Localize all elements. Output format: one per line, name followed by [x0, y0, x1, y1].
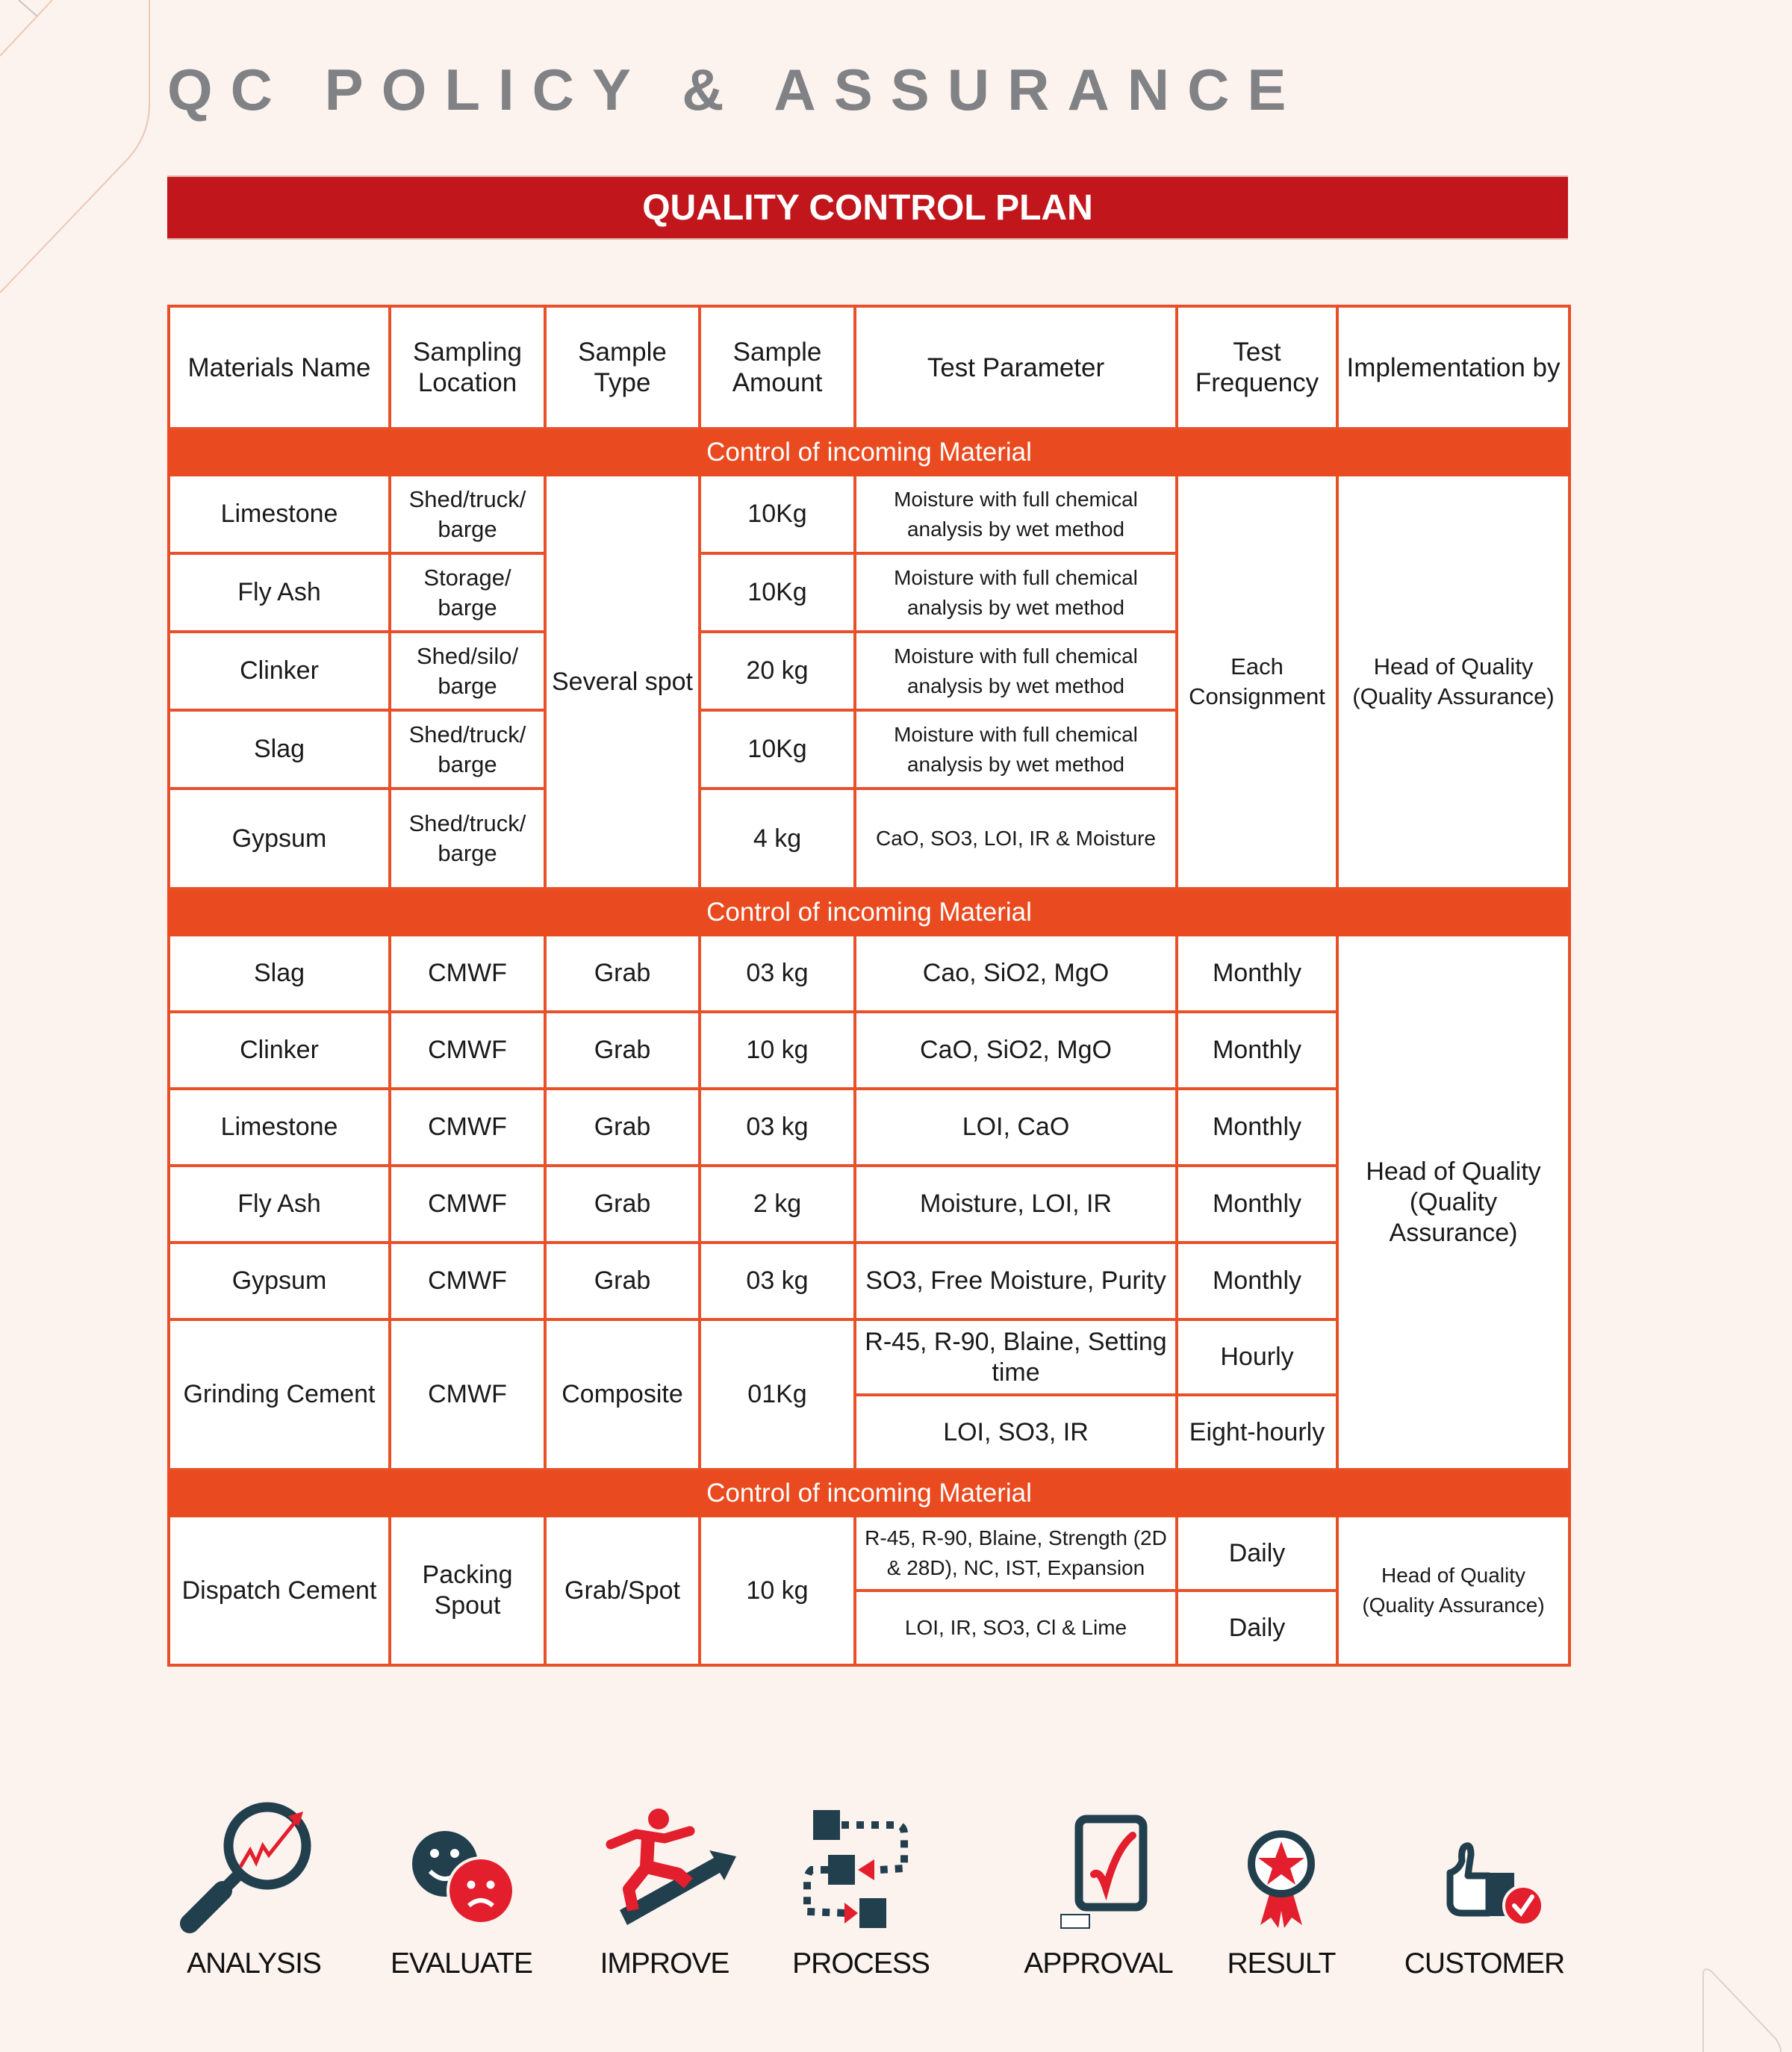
parameter-cell: Moisture with full chemical analysis by wet method — [855, 632, 1177, 710]
material-cell: Limestone — [169, 475, 390, 553]
amount-cell: 03 kg — [700, 935, 855, 1012]
icon-item-process — [764, 1792, 958, 1980]
amount-cell: 03 kg — [700, 1089, 855, 1166]
location-cell: CMWF — [390, 1012, 545, 1089]
material-cell: Dispatch Cement — [169, 1516, 390, 1665]
section-band-label: Control of incoming Material — [169, 889, 1569, 935]
parameter-cell: LOI, CaO — [855, 1089, 1177, 1166]
icon-label: CUSTOMER — [1404, 1947, 1565, 1980]
sample-type-cell: Grab — [545, 935, 700, 1012]
parameter-cell: R-45, R-90, Blaine, Strength (2D & 28D), NC, IST, Expansion — [855, 1516, 1177, 1591]
amount-cell: 03 kg — [700, 1243, 855, 1319]
sample-type-cell: Grab/Spot — [545, 1516, 700, 1665]
parameter-cell: Moisture with full chemical analysis by wet method — [855, 475, 1177, 553]
process-icon — [786, 1792, 936, 1941]
frequency-cell: Eight-hourly — [1177, 1395, 1337, 1470]
location-cell: Storage/ barge — [390, 553, 545, 632]
icon-label: ANALYSIS — [187, 1947, 321, 1980]
table-header-row — [169, 306, 1569, 429]
amount-cell: 10 kg — [700, 1012, 855, 1089]
amount-cell: 20 kg — [700, 632, 855, 710]
analysis-icon — [179, 1792, 329, 1941]
amount-cell: 10Kg — [700, 475, 855, 553]
result-icon — [1207, 1792, 1356, 1941]
sample-type-cell: Grab — [545, 1166, 700, 1243]
location-cell: Shed/truck/ barge — [390, 789, 545, 889]
frequency-cell: Daily — [1177, 1516, 1337, 1591]
location-cell: CMWF — [390, 1166, 545, 1243]
implementation-cell: Head of Quality (Quality Assurance) — [1337, 935, 1569, 1470]
icon-item-customer — [1387, 1792, 1581, 1980]
location-cell: CMWF — [390, 1319, 545, 1470]
sample-type-cell: Grab — [545, 1243, 700, 1319]
amount-cell: 01Kg — [700, 1319, 855, 1470]
parameter-cell: Moisture, LOI, IR — [855, 1166, 1177, 1243]
frequency-cell: Each Consignment — [1177, 475, 1337, 889]
improve-icon — [590, 1792, 739, 1941]
frequency-cell: Monthly — [1177, 1089, 1337, 1166]
icon-label: APPROVAL — [1024, 1947, 1173, 1980]
table-row — [169, 1516, 1569, 1591]
material-cell: Clinker — [169, 632, 390, 710]
icon-item-approval — [1001, 1792, 1195, 1980]
material-cell: Slag — [169, 710, 390, 789]
section-band — [169, 889, 1569, 935]
location-cell: Packing Spout — [390, 1516, 545, 1665]
amount-cell: 10Kg — [700, 710, 855, 789]
parameter-cell: LOI, IR, SO3, Cl & Lime — [855, 1591, 1177, 1665]
icon-label: RESULT — [1227, 1947, 1336, 1980]
material-cell: Fly Ash — [169, 553, 390, 632]
column-header-material: Materials Name — [169, 306, 390, 429]
location-cell: Shed/truck/ barge — [390, 710, 545, 789]
section-band-label: Control of incoming Material — [169, 429, 1569, 475]
location-cell: CMWF — [390, 935, 545, 1012]
material-cell: Limestone — [169, 1089, 390, 1166]
parameter-cell: R-45, R-90, Blaine, Setting time — [855, 1319, 1177, 1395]
material-cell: Fly Ash — [169, 1166, 390, 1243]
material-cell: Gypsum — [169, 1243, 390, 1319]
material-cell: Gypsum — [169, 789, 390, 889]
location-cell: Shed/truck/ barge — [390, 475, 545, 553]
sample-type-cell: Grab — [545, 1012, 700, 1089]
column-header-frequency: Test Frequency — [1177, 306, 1337, 429]
location-cell: CMWF — [390, 1243, 545, 1319]
icon-label: IMPROVE — [600, 1947, 729, 1980]
location-cell: Shed/silo/ barge — [390, 632, 545, 710]
sample-type-cell: Grab — [545, 1089, 700, 1166]
location-cell: CMWF — [390, 1089, 545, 1166]
amount-cell: 10Kg — [700, 553, 855, 632]
plan-banner-title: QUALITY CONTROL PLAN — [642, 187, 1093, 228]
customer-icon — [1410, 1792, 1559, 1941]
frequency-cell: Monthly — [1177, 1012, 1337, 1089]
section-band — [169, 1470, 1569, 1516]
sample-type-cell: Several spot — [545, 475, 700, 889]
frequency-cell: Monthly — [1177, 1166, 1337, 1243]
column-header-amount: Sample Amount — [700, 306, 855, 429]
parameter-cell: Moisture with full chemical analysis by wet method — [855, 553, 1177, 632]
parameter-cell: Moisture with full chemical analysis by wet method — [855, 710, 1177, 789]
sample-type-cell: Composite — [545, 1319, 700, 1470]
column-header-parameter: Test Parameter — [855, 306, 1177, 429]
table-row — [169, 475, 1569, 553]
frequency-cell: Hourly — [1177, 1319, 1337, 1395]
evaluate-icon — [387, 1792, 536, 1941]
parameter-cell: SO3, Free Moisture, Purity — [855, 1243, 1177, 1319]
icon-label: EVALUATE — [391, 1947, 532, 1980]
frequency-cell: Monthly — [1177, 1243, 1337, 1319]
section-band-label: Control of incoming Material — [169, 1470, 1569, 1516]
page-title: QC POLICY & ASSURANCE — [167, 57, 1304, 122]
section-band — [169, 429, 1569, 475]
process-icon-strip — [0, 1792, 1792, 2016]
frequency-cell: Daily — [1177, 1591, 1337, 1665]
material-cell: Grinding Cement — [169, 1319, 390, 1470]
column-header-implementation: Implementation by — [1337, 306, 1569, 429]
parameter-cell: CaO, SO3, LOI, IR & Moisture — [855, 789, 1177, 889]
table-row — [169, 935, 1569, 1012]
plan-banner — [167, 175, 1568, 240]
quality-control-table — [167, 305, 1571, 1667]
material-cell: Slag — [169, 935, 390, 1012]
parameter-cell: Cao, SiO2, MgO — [855, 935, 1177, 1012]
amount-cell: 4 kg — [700, 789, 855, 889]
amount-cell: 10 kg — [700, 1516, 855, 1665]
parameter-cell: CaO, SiO2, MgO — [855, 1012, 1177, 1089]
approval-icon — [1024, 1792, 1173, 1941]
column-header-type: Sample Type — [545, 306, 700, 429]
icon-item-evaluate — [364, 1792, 559, 1980]
parameter-cell: LOI, SO3, IR — [855, 1395, 1177, 1470]
frequency-cell: Monthly — [1177, 935, 1337, 1012]
icon-item-result — [1184, 1792, 1378, 1980]
material-cell: Clinker — [169, 1012, 390, 1089]
column-header-location: Sampling Location — [390, 306, 545, 429]
icon-item-improve — [567, 1792, 762, 1980]
implementation-cell: Head of Quality (Quality Assurance) — [1337, 475, 1569, 889]
icon-label: PROCESS — [792, 1947, 930, 1980]
icon-item-analysis — [157, 1792, 351, 1980]
amount-cell: 2 kg — [700, 1166, 855, 1243]
implementation-cell: Head of Quality (Quality Assurance) — [1337, 1516, 1569, 1665]
